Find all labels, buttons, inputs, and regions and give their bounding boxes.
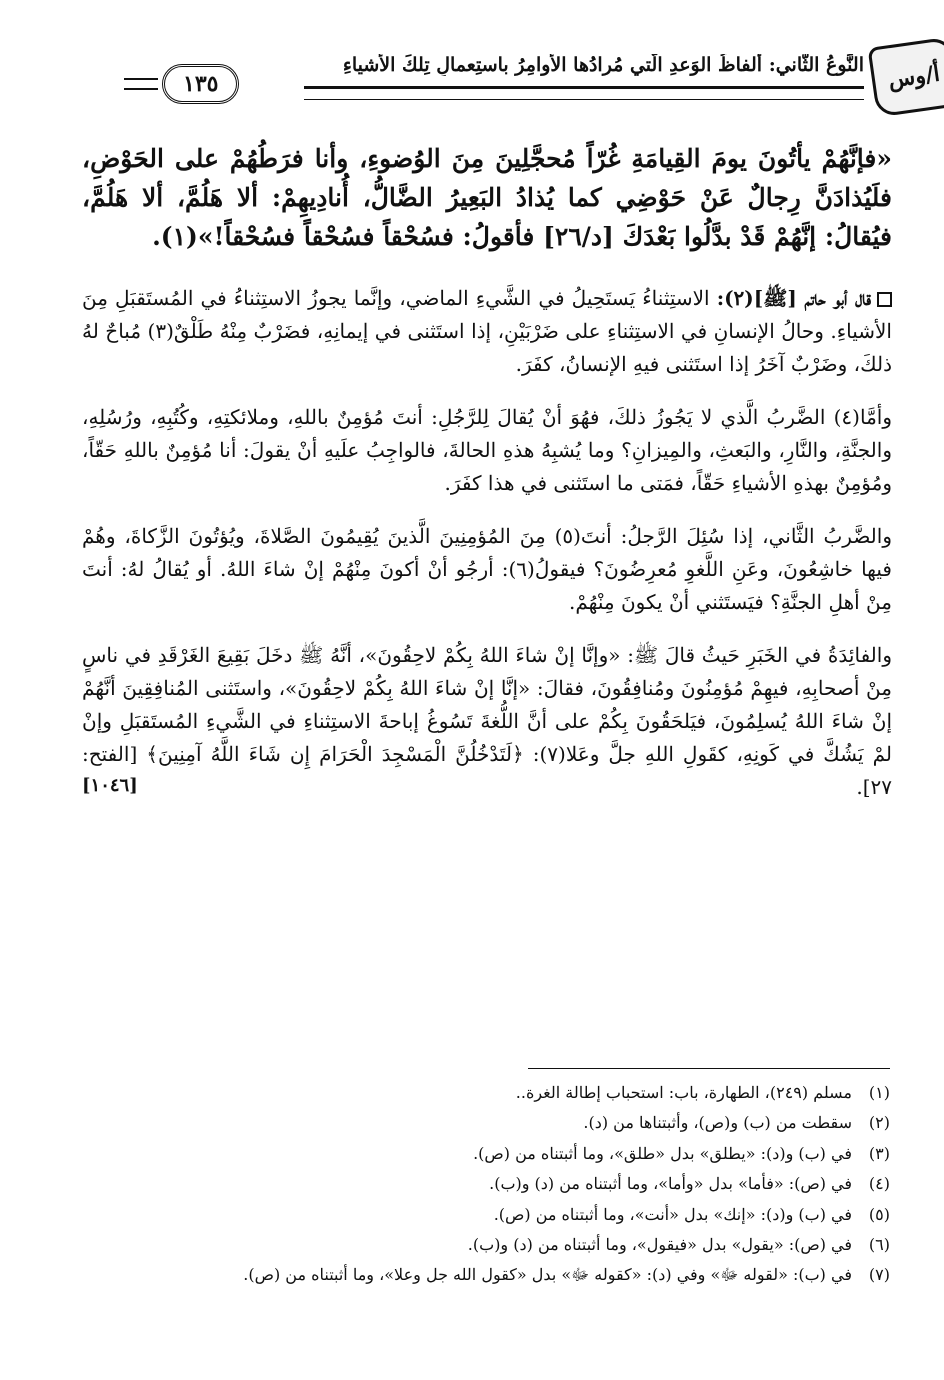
footnote-number: (١) — [868, 1083, 890, 1102]
main-text — [82, 140, 892, 824]
footnote-text: في (ص): «يقول» بدل «فيقول»، وما أثبتناه من (د) و(ب). — [467, 1234, 852, 1254]
square-bullet-icon — [877, 292, 892, 307]
footnote — [60, 1204, 890, 1226]
paragraph-1-text: الاستِثناءُ يَستَحِيلُ في الشَّيءِ الماضي، وإنَّما يجوزُ الاستِثناءُ في المُستَقبَلِ مِنَ الأشياءِ. وحالُ الإنسانِ في الاستِثناءِ على ضَرْبَيْنِ، إذا استَثنى في إيمانِهِ، فضَرْبٌ مِنْهُ طَلْقٌ(٣) مُباحٌ لهُ ذلكَ، وضَرْبٌ آخَرُ إذا استَثنى فيهِ الإنسانُ، كفَرَ. — [82, 286, 892, 377]
page-header — [84, 42, 942, 122]
paragraph-3: والضَّربُ الثَّاني، إذا سُئِلَ الرَّجلُ: أنتَ(٥) مِنَ المُؤمِنِينَ الَّذينَ يُقِيمُونَ الصَّلاةَ، ويُؤتُونَ الزَّكاةَ، وهُمْ فيها خاشِعُونَ، وعَنِ اللَّغوِ مُعرِضُونَ؟ فيقولُ(٦): أرجُو أنْ أكونَ مِنْهُمْ إنْ شاءَ اللهُ. أو يُقالُ لهُ: أنتَ مِنْ أهلِ الجنَّةِ؟ فيَستَثني أنْ يكونَ مِنْهُمْ. — [82, 524, 892, 615]
header-rule — [304, 86, 864, 100]
footnote-text: مسلم (٢٤٩)، الطهارة، باب: استحباب إطالة الغرة.. — [515, 1083, 852, 1102]
footnote-number: (٣) — [868, 1143, 890, 1163]
footnote-text: سقطت من (ب) و(ص)، وأثبتناها من (د). — [583, 1113, 852, 1133]
footnote-text: في (ب) و(د): «إنك» بدل «أنت»، وما أثبتناه من (ص). — [493, 1204, 852, 1224]
footnote-text: في (ب): «لقوله ﷻ» وفي (د): «كقوله ﷻ» بدل «كقول الله جل وعلا»، وما أثبتناه من (ص). — [243, 1265, 852, 1285]
footnote-separator — [528, 1068, 890, 1069]
footnote-number: (٤) — [868, 1174, 890, 1194]
paragraph-4 — [82, 639, 892, 804]
footnote — [60, 1143, 890, 1165]
paragraph-4-text: والفائِدَةُ في الخَبَرِ حَيثُ قالَ ﷺ: «وإنَّا إنْ شاءَ اللهُ بِكُمْ لاحِقُونَ»، أنَّهُ ﷺ دخَلَ بَقِيعَ الغَرْقَدِ في ناسٍ مِنْ أصحابِهِ، فيهِمْ مُؤمِنُونَ ومُنافِقُونَ، فقالَ: «إنَّا إنْ شاءَ اللهُ بِكُمْ لاحِقُونَ»، واستَثنى المُنافِقِينَ أنَّهُمْ إنْ شاءَ اللهُ يُسلِمُونَ، فيَلحَقُونَ بِكُمْ على أنَّ اللُّغةَ تَسُوغُ إباحةَ الاستِثناءِ في الشَّيءِ المُستَقبَلِ وإنْ لمْ يَشُكَّ في كَونِهِ، كقَولِ اللهِ جلَّ وعَلا(٧): ﴿لَتَدْخُلُنَّ الْمَسْجِدَ الْحَرَامَ إِن شَاءَ اللَّهُ آمِنِينَ﴾ [الفتح: ٢٧]. — [82, 643, 892, 800]
footnote — [60, 1173, 890, 1195]
speaker-label: قال أبو حاتم [ﷺ](٢): — [716, 286, 871, 311]
running-title: النَّوعُ الثَّاني: ألفاظُ الوَعدِ الَّتي مُرادُها الأوامِرُ باستِعمالِ تِلكَ الأشياءِ — [342, 54, 864, 76]
footnote-text: في (ص): «فأما» بدل «وأما»، وما أثبتناه من (د) و(ب). — [489, 1174, 852, 1194]
footnote — [60, 1264, 890, 1286]
page-number: ١٣٥ — [162, 64, 239, 104]
paragraph-2: وأمَّا(٤) الضَّربُ الَّذي لا يَجُوزُ ذلكَ، فهُوَ أنْ يُقالَ لِلرَّجُلِ: أنتَ مُؤمِنٌ باللهِ، وملائكتِهِ، وكُتُبِهِ، ورُسُلِهِ، والجنَّةِ، والنَّارِ، والبَعثِ، والمِيزانِ؟ وما يُشبِهُ هذهِ الحالةَ، فالواجِبُ علَيهِ أنْ يقولَ: أنا مُؤمِنٌ باللهِ حَقّاً، ومُؤمِنٌ بهذهِ الأشياءِ حَقّاً، فمَتى ما استَثنى في هذا كفَرَ. — [82, 405, 892, 496]
reference-number: [١٠٤٦] — [82, 775, 138, 797]
page-number-box — [124, 64, 239, 104]
footnote — [60, 1112, 890, 1134]
footnote — [60, 1234, 890, 1256]
hadith-text: «فإنَّهُمْ يأتُونَ يومَ القِيامَةِ غُرّاً مُحجَّلِينَ مِنَ الوُضوءِ، وأنا فرَطُهُمْ على الحَوْضِ، فلَيُذادَنَّ رِجالٌ عَنْ حَوْضِي كما يُذادُ البَعِيرُ الضَّالُّ، أُنادِيهِمْ: ألا هَلُمَّ، ألا هَلُمَّ، فيُقالُ: إنَّهُمْ قَدْ بدَّلُوا بَعْدَكَ [د/٢٦] فأقولُ: فسُحْقاً فسُحْقاً فسُحْقاً!»(١). — [82, 144, 892, 251]
footnote-number: (٧) — [868, 1265, 890, 1285]
page-number-rule — [124, 78, 158, 90]
corner-badge: أ/وس — [868, 36, 944, 117]
footnote-number: (٢) — [868, 1113, 890, 1133]
paragraph-1 — [82, 282, 892, 381]
footnote-text: في (ب) و(د): «يطلق» بدل «طلق»، وما أثبتناه من (ص). — [473, 1143, 852, 1163]
footnote-number: (٦) — [868, 1234, 890, 1254]
footnote-number: (٥) — [868, 1204, 890, 1224]
footnote — [60, 1082, 890, 1104]
footnotes — [60, 1082, 890, 1295]
